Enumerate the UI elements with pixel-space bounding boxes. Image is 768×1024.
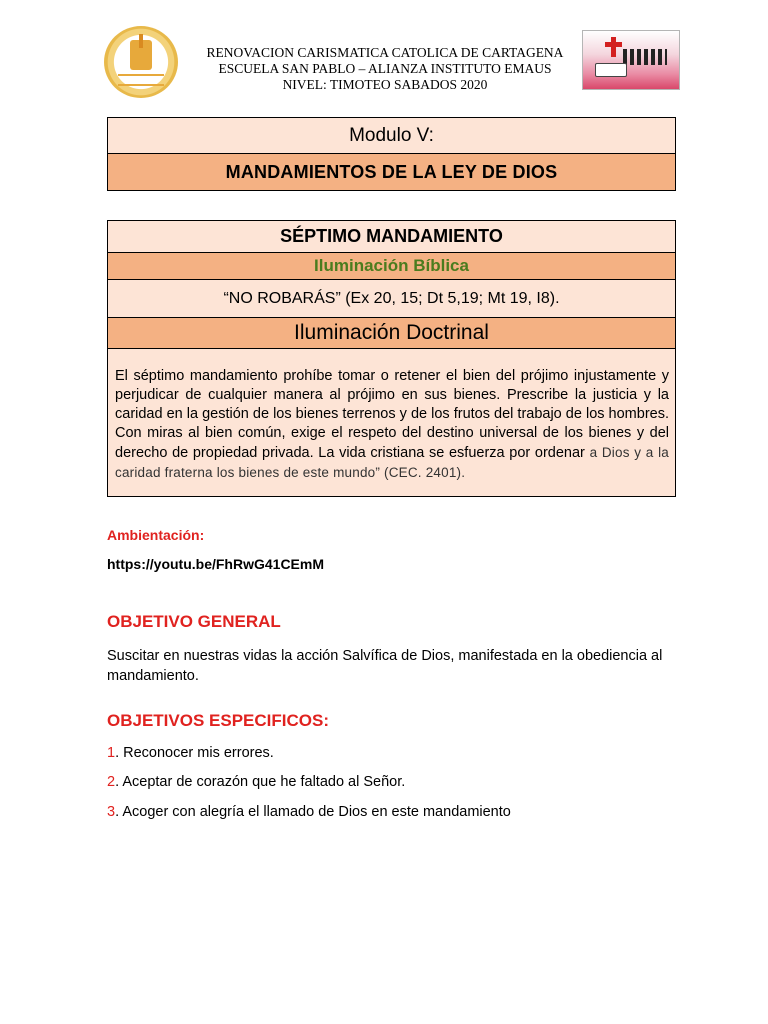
list-item-text: . Reconocer mis errores. [115, 745, 274, 761]
commandment-box [107, 220, 676, 497]
list-item-number: 1 [107, 745, 116, 761]
header-line-3: NIVEL: TIMOTEO SABADOS 2020 [282, 77, 488, 92]
list-item [107, 804, 667, 820]
commandment-title: SÉPTIMO MANDAMIENTO [108, 221, 675, 253]
renovacion-carismatica-logo-icon [104, 26, 178, 98]
ambientacion-label: Ambientación: [107, 527, 205, 543]
doctrinal-heading: Iluminación Doctrinal [108, 318, 675, 349]
header-text [180, 45, 590, 93]
list-item [107, 745, 667, 761]
biblical-heading: Iluminación Bíblica [108, 253, 675, 280]
module-title: Modulo V: [108, 118, 675, 154]
objetivo-general-text: Suscitar en nuestras vidas la acción Salvífica de Dios, manifestada en la obediencia al mandamiento. [107, 648, 663, 684]
doctrinal-text-cell [108, 349, 675, 496]
doctrinal-text-tail: a Dios y a la caridad fraterna los bienes de este mundo” (CEC. 2401). [115, 445, 670, 480]
list-item-text: . Acoger con alegría el llamado de Dios en este mandamiento [115, 804, 511, 820]
escuela-san-pablo-logo-icon [582, 30, 680, 90]
objetivos-especificos-heading: OBJETIVOS ESPECIFICOS: [107, 711, 329, 730]
doctrinal-text: El séptimo mandamiento prohíbe tomar o retener el bien del prójimo injustamente y perjudicar de cualquier manera al prójimo en sus bienes. Prescribe la justicia y la caridad en la gestión de los bienes terrenos y de los frutos del trabajo de los hombres. Con miras al bien común, exige el respeto del destino universal de los bienes y del derecho de propiedad privada. La vida cristiana se esfuerza por ordenar [115, 368, 669, 461]
youtube-link[interactable]: https://youtu.be/FhRwG41CEmM [107, 556, 324, 572]
module-box [107, 117, 676, 191]
objetivo-general-heading: OBJETIVO GENERAL [107, 612, 281, 631]
biblical-citation: “NO ROBARÁS” (Ex 20, 15; Dt 5,19; Mt 19, I8). [108, 280, 675, 318]
module-subtitle: MANDAMIENTOS DE LA LEY DE DIOS [108, 154, 675, 190]
list-item-number: 2 [107, 774, 116, 790]
document-header [0, 0, 768, 110]
list-item-text: . Aceptar de corazón que he faltado al Señor. [115, 774, 406, 790]
header-line-2: ESCUELA SAN PABLO – ALIANZA INSTITUTO EMAUS [218, 61, 552, 76]
list-item [107, 774, 667, 790]
list-item-number: 3 [107, 804, 116, 820]
header-line-1: RENOVACION CARISMATICA CATOLICA DE CARTAGENA [206, 45, 564, 60]
